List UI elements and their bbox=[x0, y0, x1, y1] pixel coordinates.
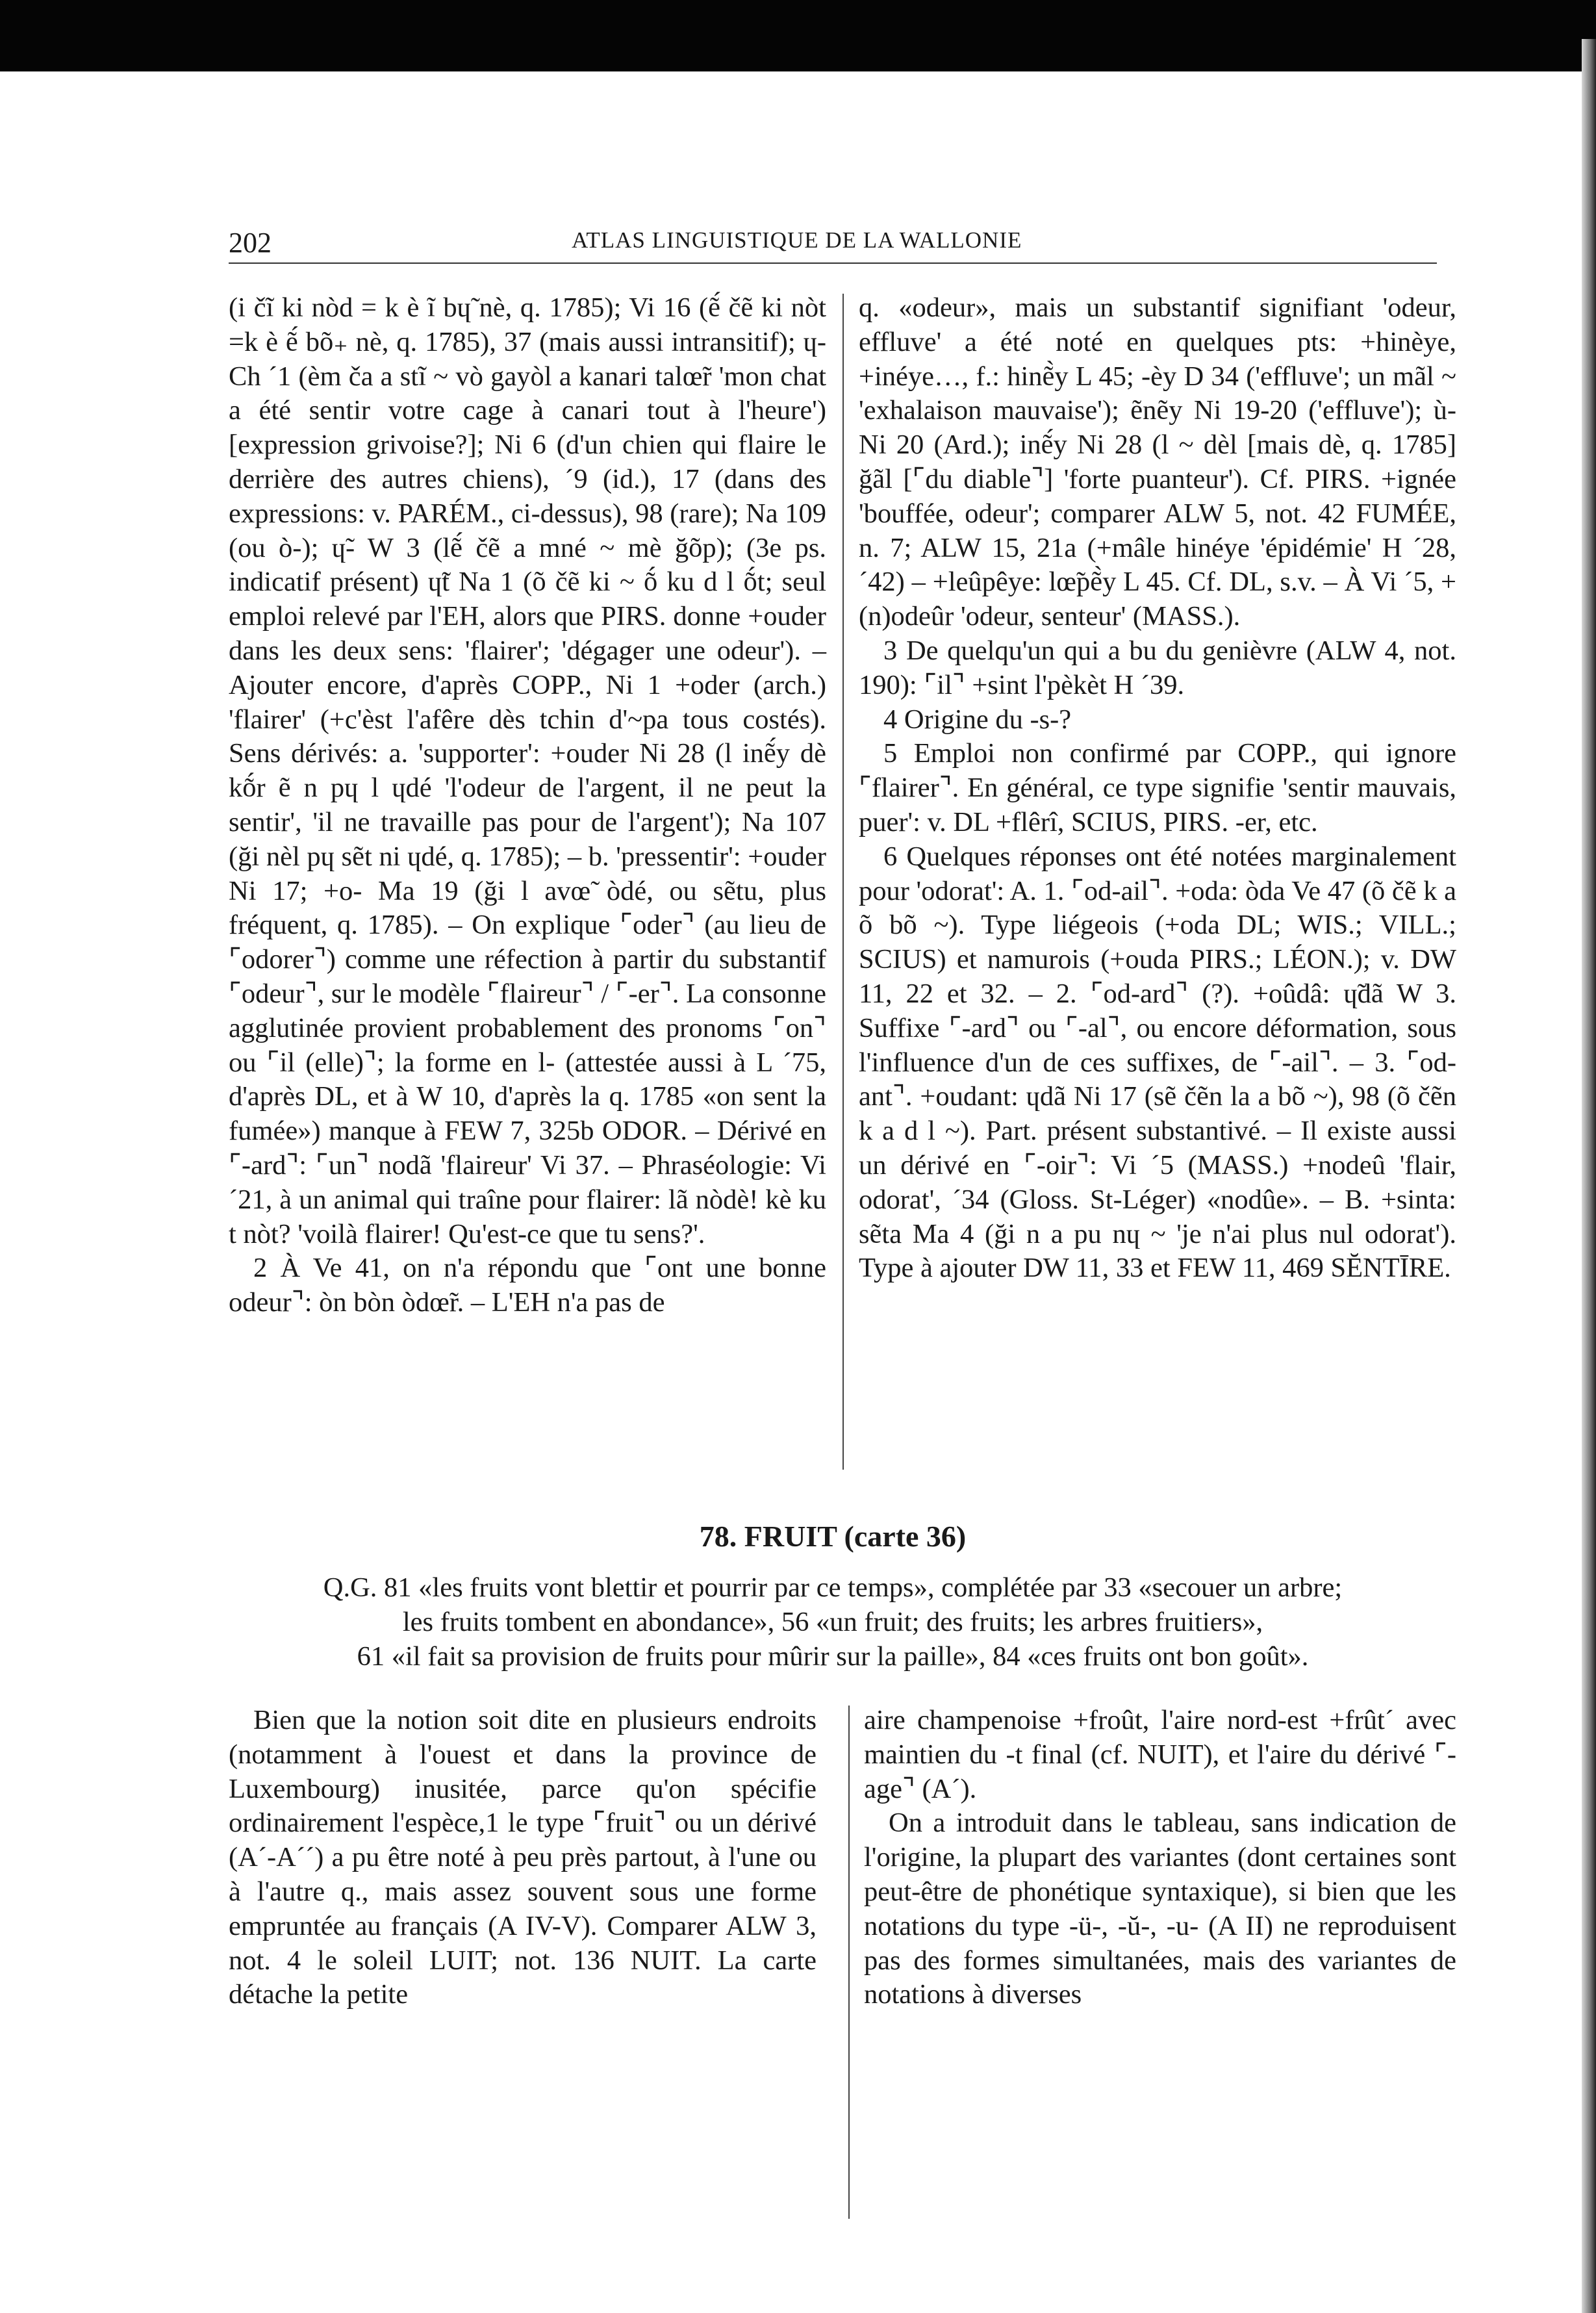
footnote-3: 3 De quelqu'un qui a bu du genièvre (ALW 4, not. 190): ⌜il⌝ +sint l'pèkèt H ´39. bbox=[859, 635, 1456, 700]
paragraph: Bien que la notion soit dite en plusieurs endroits (notamment à l'ouest et dans la province de Luxembourg) inusitée, parce qu'on spécifie ordinairement l'espèce,1 le type ⌜fruit⌝ ou un dérivé (A´-A´´) a pu être noté à peu près partout, à l'une ou à l'autre q., mais assez souvent sous une forme empruntée au français (A IV-V). Comparer ALW 3, not. 4 le soleil LUIT; not. 136 NUIT. La carte détache la petite bbox=[229, 1705, 817, 2010]
question-line: les fruits tombent en abondance», 56 «un fruit; des fruits; les arbres fruitiers», bbox=[402, 1606, 1263, 1637]
page-number: 202 bbox=[229, 227, 272, 259]
upper-right-column bbox=[859, 291, 1456, 1286]
question-list bbox=[229, 1571, 1437, 1674]
paragraph: On a introduit dans le tableau, sans indication de l'origine, la plupart des variantes (dont certaines sont peut-être de phonétique syntaxique), si bien que les notations du type -ü-, -ŭ-, -u- (A II) ne reproduisent pas des formes simultanées, mais des variantes de notations à diverses bbox=[864, 1808, 1456, 2010]
scan-page-edge bbox=[1582, 39, 1596, 2313]
paragraph: q. «odeur», mais un substantif signifiant 'odeur, effluve' a été noté en quelques pts: +hinèye, +inéye…, f.: hinẽ̀y L 45; -èy D 34 ('effluve'; un mãl ~ 'exhalaison mauvaise'); ẽnẽy Ni 19-20 ('effluve'); ù- Ni 20 (Ard.); inẽ́y Ni 28 (l ~ dèl [mais dè, q. 1785] ğãl [⌜du diable⌝] 'forte puanteur'). Cf. PIRS. +ignée 'bouffée, odeur'; comparer ALW 5, not. 42 FUMÉE, n. 7; ALW 15, 21a (+mâle hinéye 'épidémie' H ´28, ´42) – +leûpêye: lœ̃pẽ̀y L 45. Cf. DL, s.v. – À Vi ´5, +(n)odeûr 'odeur, senteur' (MASS.). bbox=[859, 292, 1456, 632]
footnote-6: 6 Quelques réponses ont été notées marginalement pour 'odorat': A. 1. ⌜od-ail⌝. +oda: òda Ve 47 (õ čẽ k a õ bõ ~). Type liégeois (+oda DL; WIS.; VILL.; SCIUS) et namurois (+ouda PIRS.; LÉON.); v. DW 11, 22 et 32. – 2. ⌜od-ard⌝ (?). +oûdâ: ɥ̃dã W 3. Suffixe ⌜-ard⌝ ou ⌜-al⌝, ou encore déformation, sous l'influence d'un de ces suffixes, de ⌜-ail⌝. – 3. ⌜od-ant⌝. +oudant: ɥdã Ni 17 (sẽ čẽn la a bõ ~), 98 (õ čẽn k a d l ~). Part. présent substantivé. – Il existe aussi un dérivé en ⌜-oir⌝: Vi ´5 (MASS.) +nodeû 'flair, odorat', ´34 (Gloss. St-Léger) «nodûe». – B. +sinta: sẽta Ma 4 (ği n a pu nɥ ~ 'je n'ai plus nul odorat'). Type à ajouter DW 11, 33 et FEW 11, 469 SĔNTĪRE. bbox=[859, 841, 1456, 1284]
running-head: ATLAS LINGUISTIQUE DE LA WALLONIE bbox=[572, 227, 1022, 253]
footnote-4: 4 Origine du -s-? bbox=[883, 704, 1072, 735]
column-divider bbox=[842, 294, 844, 1470]
question-line: 61 «il fait sa provision de fruits pour mûrir sur la paille», 84 «ces fruits ont bon goût». bbox=[357, 1641, 1309, 1672]
footnote-5: 5 Emploi non confirmé par COPP., qui ignore ⌜flairer⌝. En général, ce type signifie 'sentir mauvais, puer': v. DL +flêrî, SCIUS, PIRS. -er, etc. bbox=[859, 738, 1456, 837]
lower-left-column bbox=[229, 1704, 817, 2012]
column-divider bbox=[848, 1706, 850, 2219]
upper-left-column bbox=[229, 291, 826, 1320]
header-rule bbox=[229, 262, 1437, 264]
lower-right-column bbox=[864, 1704, 1456, 2012]
section-title: 78. FRUIT (carte 36) bbox=[699, 1520, 967, 1553]
footnote-2: 2 À Ve 41, on n'a répondu que ⌜ont une bonne odeur⌝: òn bòn òdœ̃r. – L'EH n'a pas de bbox=[229, 1253, 826, 1318]
paragraph: aire champenoise +froût, l'aire nord-est +frût´ avec maintien du -t final (cf. NUIT), et l'aire du dérivé ⌜-age⌝ (A´). bbox=[864, 1705, 1456, 1804]
paragraph: (i čĩ ki nòd = k è ĩ bɥ̃ nè, q. 1785); Vi 16 (ẽ́ čẽ ki nòt =k è ẽ́ bõ₊ nè, q. 1785), 37 (mais aussi intransitif); ɥ- Ch ´1 (èm ča a stĩ ~ vò gayòl a kanari talœ̃r 'mon chat a été sentir votre cage à canari tout à l'heure') [expression grivoise?]; Ni 6 (d'un chien qui flaire le derrière des autres chiens), ´9 (id.), 17 (dans des expressions: v. PARÉM., ci-dessus), 98 (rare); Na 109 (ou ò-); ɥ̃- W 3 (lẽ́ čẽ a mné ~ mè ğõp); (3e ps. indicatif présent) ɥ̃t Na 1 (õ čẽ ki ~ ṍ ku d l ṍt; seul emploi relevé par l'EH, alors que PIRS. donne +ouder dans les deux sens: 'flairer'; 'dégager une odeur'). – Ajouter encore, d'après COPP., Ni 1 +oder (arch.) 'flairer' (+c'èst l'afêre dès tchin d'~pa tous costés). Sens dérivés: a. 'supporter': +ouder Ni 28 (l inẽ́y dè kṍr ẽ n pɥ l ɥdé 'l'odeur de l'argent, il ne peut la sentir', 'il ne travaille pas pour de l'argent'); Na 107 (ği nèl pɥ sẽt ni ɥdé, q. 1785); – b. 'pressentir': +ouder Ni 17; +o- Ma 19 (ği l avœ̃ òdé, ou sẽtu, plus fréquent, q. 1785). – On explique ⌜oder⌝ (au lieu de ⌜odorer⌝) comme une réfection à partir du substantif ⌜odeur⌝, sur le modèle ⌜flaireur⌝ / ⌜-er⌝. La consonne agglutinée provient probablement des pronoms ⌜on⌝ ou ⌜il (elle)⌝; la forme en l- (attestée aussi à L ´75, d'après DL, et à W 10, d'après la q. 1785 «on sent la fumée») manque à FEW 7, 325b ODOR. – Dérivé en ⌜-ard⌝: ⌜un⌝ nodã 'flaireur' Vi 37. – Phraséologie: Vi ´21, à un animal qui traîne pour flairer: lã nòdè! kè ku t nòt? 'voilà flairer! Qu'est-ce que tu sens?'. bbox=[229, 292, 826, 1249]
scan-top-border bbox=[0, 0, 1596, 71]
question-line: Q.G. 81 «les fruits vont blettir et pourrir par ce temps», complétée par 33 «secouer un arbre; bbox=[323, 1572, 1343, 1603]
